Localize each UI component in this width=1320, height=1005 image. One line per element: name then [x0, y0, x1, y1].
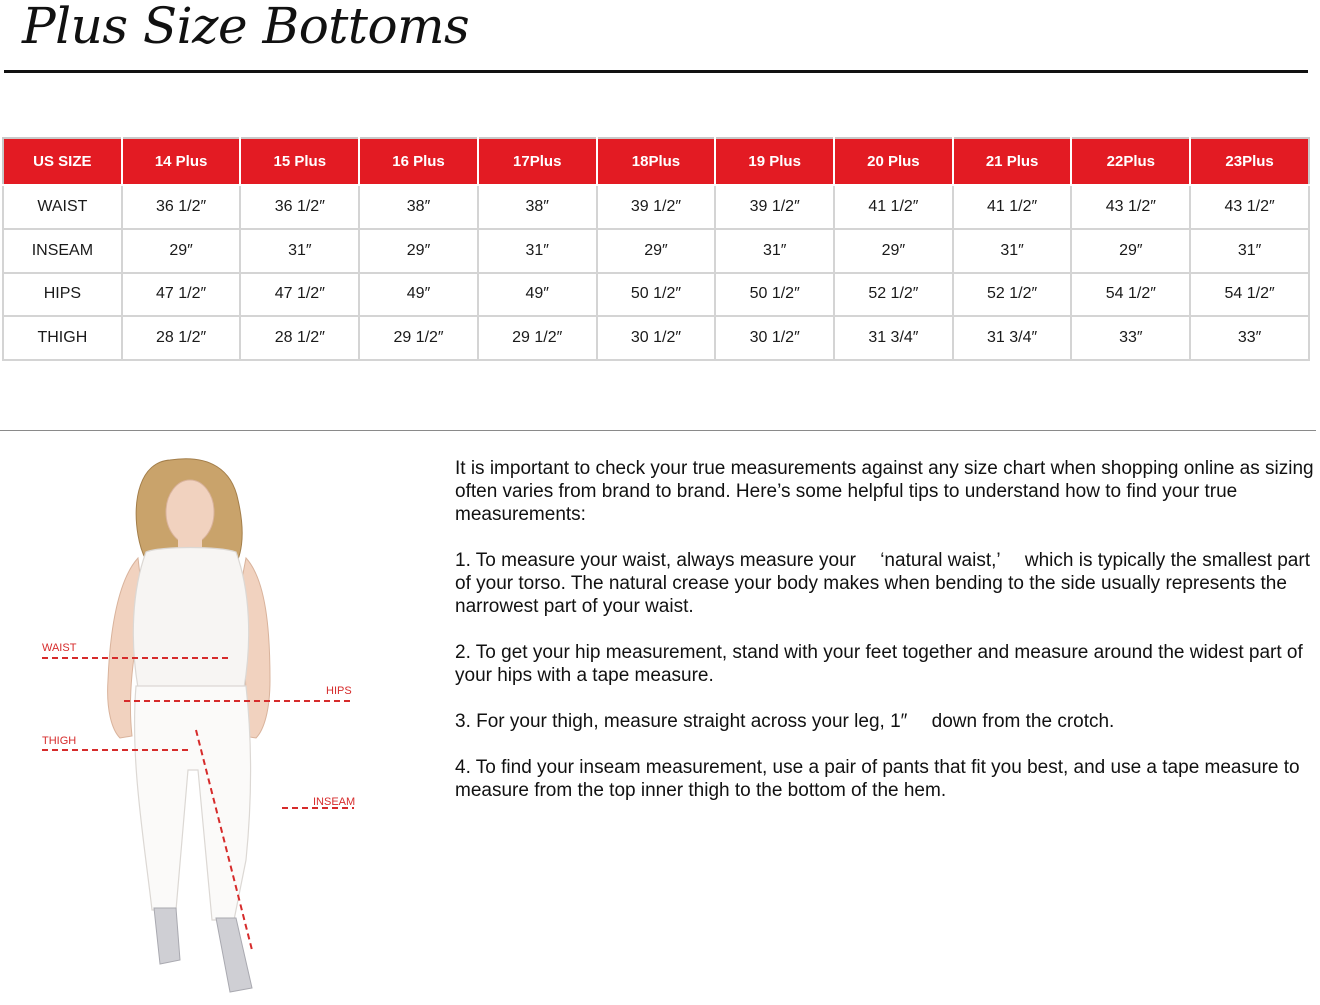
inseam-label: INSEAM [313, 796, 356, 808]
table-cell: 36 1/2″ [122, 185, 241, 229]
table-cell: 38″ [359, 185, 478, 229]
table-cell: 31 3/4″ [834, 316, 953, 360]
header-size: 15 Plus [240, 138, 359, 185]
table-cell: 29″ [1071, 229, 1190, 273]
model-face [166, 480, 214, 544]
table-cell: 41 1/2″ [834, 185, 953, 229]
size-chart-table [2, 137, 1310, 361]
tip-inseam: 4. To find your inseam measurement, use a pair of pants that fit you best, and use a tape measure to measure from the top inner thigh to the bottom of the hem. [455, 757, 1300, 801]
header-size: 22Plus [1071, 138, 1190, 185]
table-cell: 28 1/2″ [240, 316, 359, 360]
row-label: WAIST [3, 185, 122, 229]
row-label: INSEAM [3, 229, 122, 273]
waist-label: WAIST [42, 642, 77, 654]
table-cell: 31″ [715, 229, 834, 273]
model-top [133, 548, 248, 689]
header-size: 18Plus [597, 138, 716, 185]
table-cell: 50 1/2″ [715, 273, 834, 317]
tip-waist: 1. To measure your waist, always measure your ‘natural waist,’ which is typically the smallest part of your torso. The natural crease your body makes when bending to the side usually represents the narrowest part of your waist. [455, 550, 1310, 617]
header-size: 21 Plus [953, 138, 1072, 185]
measurement-figure [20, 440, 380, 1000]
table-cell: 31″ [478, 229, 597, 273]
table-cell: 29″ [122, 229, 241, 273]
hips-label: HIPS [326, 685, 352, 697]
row-label: THIGH [3, 316, 122, 360]
table-cell: 30 1/2″ [597, 316, 716, 360]
table-cell: 29 1/2″ [359, 316, 478, 360]
table-cell: 39 1/2″ [715, 185, 834, 229]
header-size: 16 Plus [359, 138, 478, 185]
header-size: 17Plus [478, 138, 597, 185]
thigh-label: THIGH [42, 735, 77, 747]
title-divider [4, 70, 1308, 73]
table-cell: 54 1/2″ [1071, 273, 1190, 317]
table-cell: 38″ [478, 185, 597, 229]
table-cell: 43 1/2″ [1071, 185, 1190, 229]
table-cell: 49″ [478, 273, 597, 317]
row-label: HIPS [3, 273, 122, 317]
tips-intro: It is important to check your true measurements against any size chart when shopping online as sizing often varies from brand to brand. Here’s some helpful tips to understand how to find your true measurements: [455, 458, 1314, 525]
table-cell: 31 3/4″ [953, 316, 1072, 360]
table-cell: 50 1/2″ [597, 273, 716, 317]
table-cell: 31″ [1190, 229, 1309, 273]
table-row-waist [3, 185, 1309, 229]
header-size: 14 Plus [122, 138, 241, 185]
model-illustration [20, 440, 380, 1000]
header-size: 23Plus [1190, 138, 1309, 185]
header-size: 20 Plus [834, 138, 953, 185]
model-left-shoe [154, 908, 180, 964]
tip-hips: 2. To get your hip measurement, stand with your feet together and measure around the widest part of your hips with a tape measure. [455, 642, 1303, 686]
table-cell: 29″ [597, 229, 716, 273]
section-divider [0, 430, 1316, 431]
table-cell: 49″ [359, 273, 478, 317]
table-cell: 43 1/2″ [1190, 185, 1309, 229]
table-row-inseam [3, 229, 1309, 273]
table-cell: 54 1/2″ [1190, 273, 1309, 317]
header-size: 19 Plus [715, 138, 834, 185]
model-pants [135, 686, 251, 920]
table-cell: 30 1/2″ [715, 316, 834, 360]
table-cell: 31″ [240, 229, 359, 273]
table-cell: 33″ [1071, 316, 1190, 360]
table-cell: 33″ [1190, 316, 1309, 360]
table-cell: 36 1/2″ [240, 185, 359, 229]
table-cell: 29″ [834, 229, 953, 273]
table-header-row [3, 138, 1309, 185]
table-cell: 29 1/2″ [478, 316, 597, 360]
table-cell: 47 1/2″ [122, 273, 241, 317]
header-us-size: US SIZE [3, 138, 122, 185]
table-cell: 47 1/2″ [240, 273, 359, 317]
table-cell: 41 1/2″ [953, 185, 1072, 229]
table-row-hips [3, 273, 1309, 317]
table-row-thigh [3, 316, 1309, 360]
table-cell: 39 1/2″ [597, 185, 716, 229]
table-cell: 29″ [359, 229, 478, 273]
table-cell: 52 1/2″ [953, 273, 1072, 317]
table-cell: 28 1/2″ [122, 316, 241, 360]
page-title: Plus Size Bottoms [22, 0, 470, 55]
measurement-tips [455, 457, 1317, 825]
table-cell: 52 1/2″ [834, 273, 953, 317]
table-cell: 31″ [953, 229, 1072, 273]
tip-thigh: 3. For your thigh, measure straight across your leg, 1″ down from the crotch. [455, 711, 1115, 732]
